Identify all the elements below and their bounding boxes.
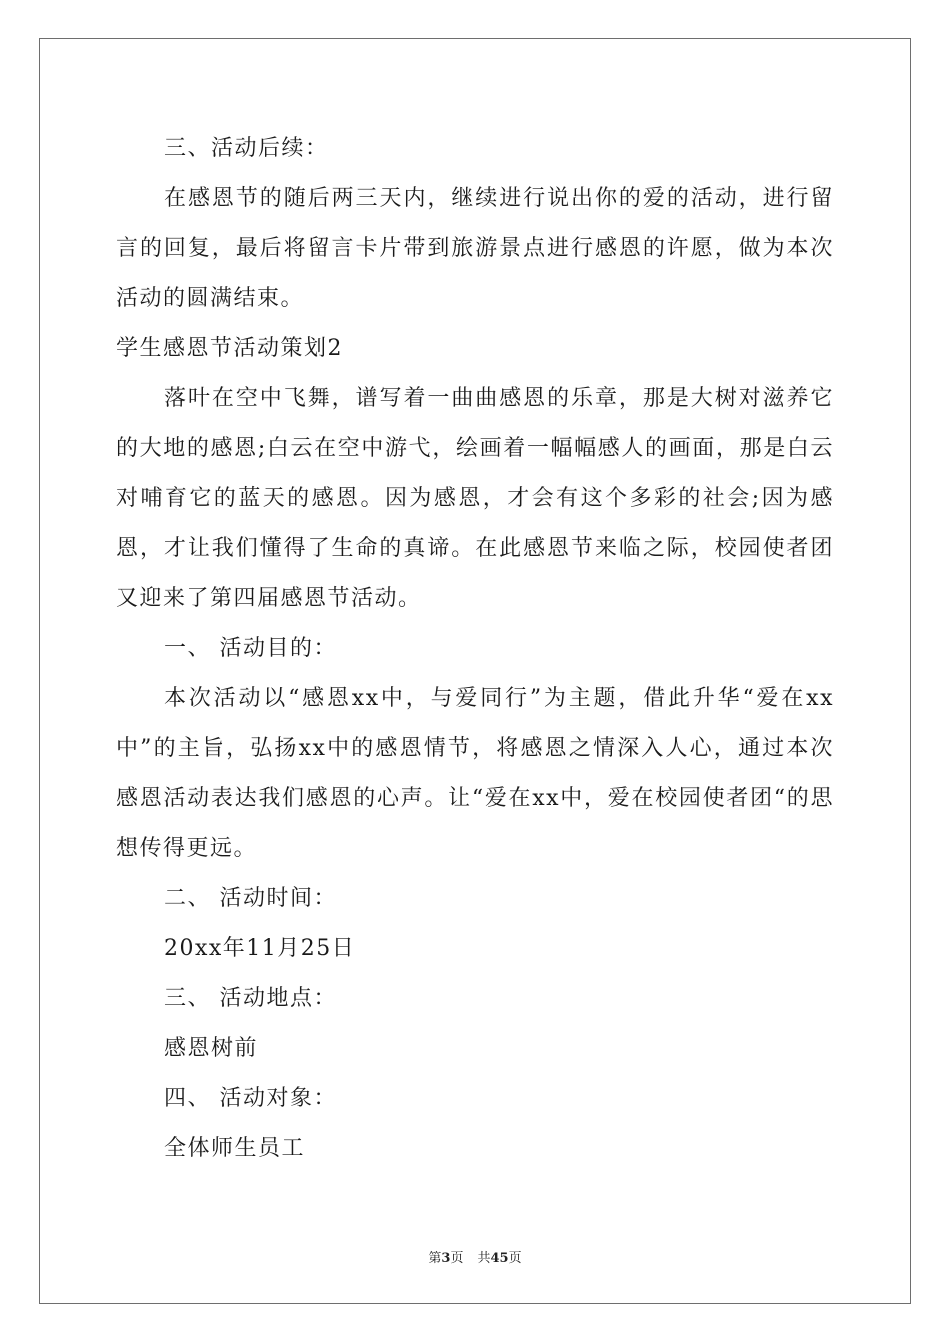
footer-total-prefix: 共 [477, 1251, 491, 1266]
section-heading-followup: 三、活动后续： [164, 136, 329, 161]
footer-page-suffix: 页 [450, 1251, 464, 1266]
footer-total-pages: 45 [490, 1251, 509, 1266]
paragraph-purpose: 本次活动以“感恩xx中，与爱同行”为主题，借此升华“爱在xx中”的主旨，弘扬xx中的感恩情节，将感恩之情深入人心，通过本次感恩活动表达我们感恩的心声。让“爱在xx中，爱在校园使者团“的思想传得更远。 [116, 686, 834, 861]
paragraph-audience: 全体师生员工 [164, 1136, 306, 1161]
document-body [116, 124, 834, 1174]
paragraph-time: 20xx年11月25日 [164, 936, 356, 961]
footer-total-suffix: 页 [508, 1251, 522, 1266]
paragraph-intro: 落叶在空中飞舞，谱写着一曲曲感恩的乐章，那是大树对滋养它的大地的感恩;白云在空中游弋，绘画着一幅幅感人的画面，那是白云对哺育它的蓝天的感恩。因为感恩，才会有这个多彩的社会;因为感恩，才让我们懂得了生命的真谛。在此感恩节来临之际，校园使者团又迎来了第四届感恩节活动。 [116, 386, 834, 611]
section-heading-audience: 四、 活动对象： [164, 1086, 337, 1111]
paragraph-followup: 在感恩节的随后两三天内，继续进行说出你的爱的活动，进行留言的回复，最后将留言卡片带到旅游景点进行感恩的许愿，做为本次活动的圆满结束。 [116, 186, 834, 311]
footer-page-number: 3 [441, 1251, 451, 1266]
footer-page-prefix: 第 [428, 1251, 442, 1266]
section-heading-time: 二、 活动时间： [164, 886, 337, 911]
section-heading-purpose: 一、 活动目的： [164, 636, 337, 661]
paragraph-location: 感恩树前 [164, 1036, 259, 1061]
section-heading-location: 三、 活动地点： [164, 986, 337, 1011]
page-footer [0, 1247, 950, 1266]
document-subtitle: 学生感恩节活动策划2 [116, 336, 343, 361]
